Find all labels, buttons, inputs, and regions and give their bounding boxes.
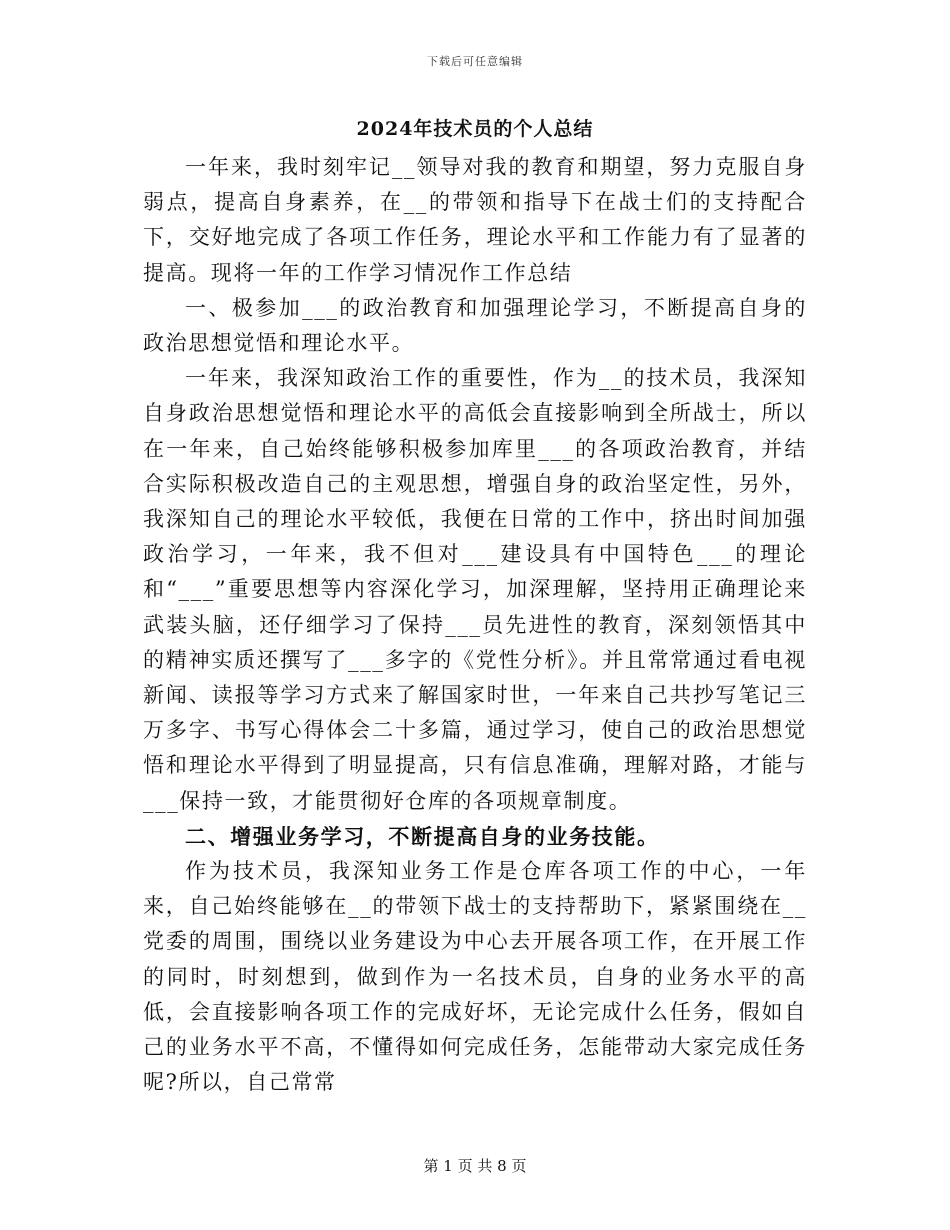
page-header-note: 下载后可任意编辑: [427, 55, 523, 68]
paragraph-section-2-heading: 二、增强业务学习，不断提高自身的业务技能。: [185, 823, 660, 849]
paragraph-intro: 一年来，我时刻牢记__领导对我的教育和期望，努力克服自身弱点，提高自身素养，在__的带领和指导下在战士们的支持配合下，交好地完成了各项工作任务，理论水平和工作能力有了显著的提高。现将一年的工作学习情况作工作总结: [143, 155, 807, 285]
document-title: 2024年技术员的个人总结: [356, 118, 594, 140]
page-number: 第 1 页 共 8 页: [423, 1157, 527, 1175]
paragraph-section-2-body: 作为技术员，我深知业务工作是仓库各项工作的中心，一年来，自己始终能够在__的带领下战士的支持帮助下，紧紧围绕在__党委的周围，围绕以业务建设为中心去开展各项工作，在开展工作的同时，时刻想到，做到作为一名技术员，自身的业务水平的高低，会直接影响各项工作的完成好坏，无论完成什么任务，假如自己的业务水平不高，不懂得如何完成任务，怎能带动大家完成任务呢?所以，自己常常: [143, 859, 807, 1095]
paragraph-section-1-body: 一年来，我深知政治工作的重要性，作为__的技术员，我深知自身政治思想觉悟和理论水平的高低会直接影响到全所战士，所以在一年来，自己始终能够积极参加库里___的各项政治教育，并结合实际积极改造自己的主观思想，增强自身的政治坚定性，另外，我深知自己的理论水平较低，我便在日常的工作中，挤出时间加强政治学习，一年来，我不但对___建设具有中国特色___的理论和“___”重要思想等内容深化学习，加深理解，坚持用正确理论来武装头脑，还仔细学习了保持___员先进性的教育，深刻领悟其中的精神实质还撰写了___多字的《党性分析》。并且常常通过看电视新闻、读报等学习方式来了解国家时世，一年来自己共抄写笔记三万多字、书写心得体会二十多篇，通过学习，使自己的政治思想觉悟和理论水平得到了明显提高，只有信息准确，理解对路，才能与___保持一致，才能贯彻好仓库的各项规章制度。: [143, 366, 807, 813]
paragraph-section-1-heading: 一、极参加___的政治教育和加强理论学习，不断提高自身的政治思想觉悟和理论水平。: [143, 295, 807, 356]
document-body: [143, 150, 807, 1100]
